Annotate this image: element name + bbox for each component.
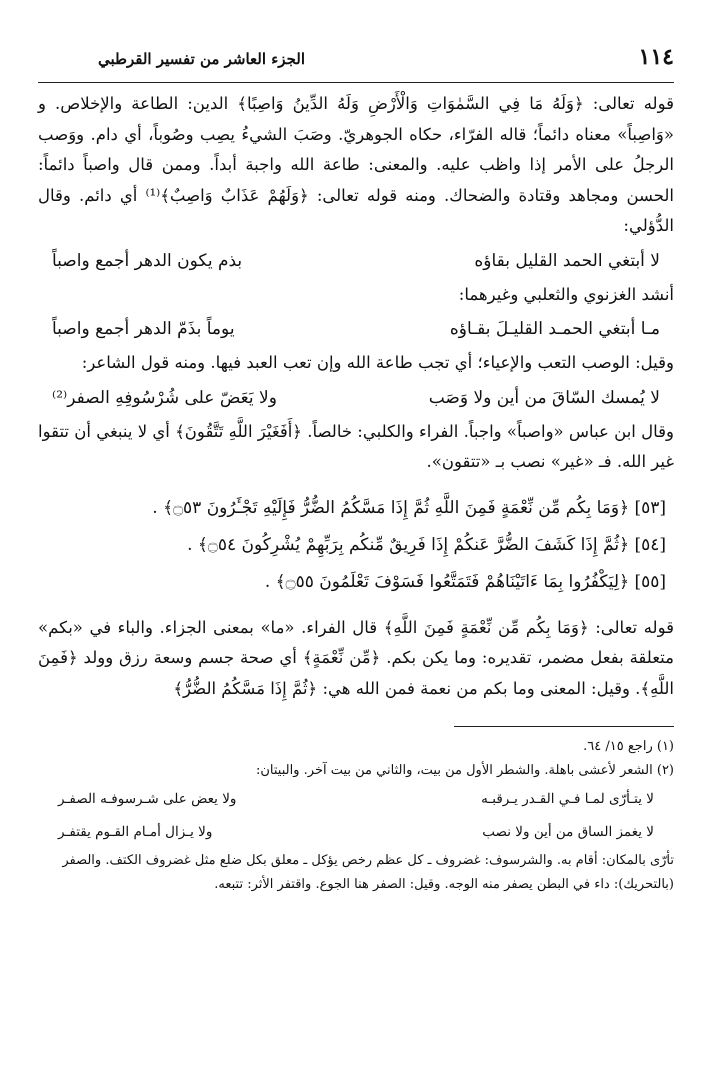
running-title: الجزء العاشر من تفسير القرطبي	[98, 50, 305, 68]
footnote-verse	[38, 816, 674, 849]
paragraph: قوله تعالى: ﴿وَلَهُ مَا فِي السَّمٰوَاتِ وَالْأَرْضِ وَلَهُ الدِّينُ وَاصِبًا﴾ الدين: الطاعة والإخلاص. و «وَاصِباً» معناه دائماً؛ قاله الفرّاء، حكاه الجوهريّ. وصَبَ الشيءُ يصِب وصُوباً، أي دام. ووَصب الرجلُ على الأمر إذا واظب عليه. والمعنى: طاعة الله واجبة أبداً. وممن قال واصباً دائماً: الحسن ومجاهد وقتادة والضحاك. ومنه قوله تعالى: ﴿وَلَهُمْ عَذَابٌ وَاصِبٌ﴾⁽¹⁾ أي دائم. وقال الدُّؤلي:	[38, 94, 674, 235]
poetry-verse	[38, 310, 674, 348]
verse-first-hemistich: لا أبتغي الحمد القليل بقاؤه	[474, 250, 660, 271]
verse-first-hemistich: لا يتـأرّى لمـا فـي القـدر يـرقبـه	[481, 791, 654, 807]
poetry-verse	[38, 379, 674, 417]
page-number: ١١٤	[638, 44, 674, 70]
verse-first-hemistich: لا يغمز الساق من أين ولا نصب	[482, 824, 654, 840]
poetry-verse	[38, 242, 674, 280]
quran-verse: [٥٣] ﴿وَمَا بِكُم مِّن نِّعْمَةٍ فَمِنَ اللَّهِ ثُمَّ إِذَا مَسَّكُمُ الضُّرُّ فَإِلَيْهِ تَجْـَٔرُونَ ۝٥٣﴾ .	[152, 497, 666, 518]
quran-verses	[38, 490, 674, 601]
paragraph: وقال ابن عباس «واصباً» واجباً. الفراء والكلبي: خالصاً. ﴿أَفَغَيْرَ اللَّهِ تَتَّقُونَ﴾ أي لا ينبغي أن تتقوا غير الله. فـ «غير» نصب بـ «تتقون».	[38, 421, 674, 471]
paragraph: قوله تعالى: ﴿وَمَا بِكُم مِّن نِّعْمَةٍ فَمِنَ اللَّهِ﴾ قال الفراء. «ما» بمعنى الجزاء. والباء في «بكم» متعلقة بفعل مضمر، تقديره: وما يكن بكم. ﴿مِّن نِّعْمَةٍ﴾ أي صحة جسم وسعة رزق وولد ﴿فَمِنَ اللَّهِ﴾. وقيل: المعنى وما بكم من نعمة فمن الله هي: ﴿ثُمَّ إِذَا مَسَّكُمُ الضُّرُّ﴾	[38, 617, 674, 698]
paragraph: أنشد الغزنوي والثعلبي وغيرهما:	[458, 284, 674, 304]
footnote: (٢) الشعر لأعشى باهلة. والشطر الأول من بيت، والثاني من بيت آخر. والبيتان:	[256, 763, 674, 778]
footnote-gloss: تأرّى بالمكان: أقام به. والشرسوف: غضروف ـ كل عظم رخص يؤكل ـ معلق بكل ضلع مثل غضروف الكتف. والصفر (بالتحريك): داء في البطن يصفر منه الوجه. وقيل: الصفر هنا الجوع. واقتفر الأثر: تتبعه.	[62, 853, 674, 892]
header-rule	[38, 82, 674, 83]
paragraph: وقيل: الوصب التعب والإعياء؛ أي تجب طاعة الله وإن تعب العبد فيها. ومنه قول الشاعر:	[81, 353, 674, 372]
footnote-rule	[454, 726, 674, 727]
quran-verse: [٥٤] ﴿ثُمَّ إِذَا كَشَفَ الضُّرَّ عَنكُمْ إِذَا فَرِيقٌ مِّنكُم بِرَبِّهِمْ يُشْرِكُونَ ۝٥٤﴾ .	[187, 534, 666, 555]
verse-second-hemistich: يوماً بذَمّ الدهر أجمع واصباً	[52, 319, 235, 339]
footnote: (١) راجع ١٥/ ٦٤.	[583, 739, 674, 754]
verse-second-hemistich: ولا يَعَضّ على شُرْسُوفِهِ الصفر⁽²⁾	[52, 387, 277, 408]
body-text	[38, 89, 674, 704]
verse-second-hemistich: بذم يكون الدهر أجمع واصباً	[52, 250, 243, 271]
quran-verse: [٥٥] ﴿لِيَكْفُرُوا بِمَا ءَاتَيْنَاهُمْ فَتَمَتَّعُوا فَسَوْفَ تَعْلَمُونَ ۝٥٥﴾ .	[264, 571, 666, 592]
verse-first-hemistich: لا يُمسك السّاقَ من أين ولا وَصَب	[428, 387, 660, 408]
page-header	[38, 44, 674, 82]
document-page	[38, 44, 674, 1074]
verse-second-hemistich: ولا يـزال أمـام القـوم يقتفـر	[58, 824, 213, 840]
footnote-verse	[38, 783, 674, 816]
footnotes	[38, 735, 674, 897]
verse-second-hemistich: ولا يعض على شـرسوفـه الصفـر	[58, 791, 237, 807]
verse-first-hemistich: مـا أبتغي الحمـد القليـلَ بقـاؤه	[449, 319, 660, 339]
